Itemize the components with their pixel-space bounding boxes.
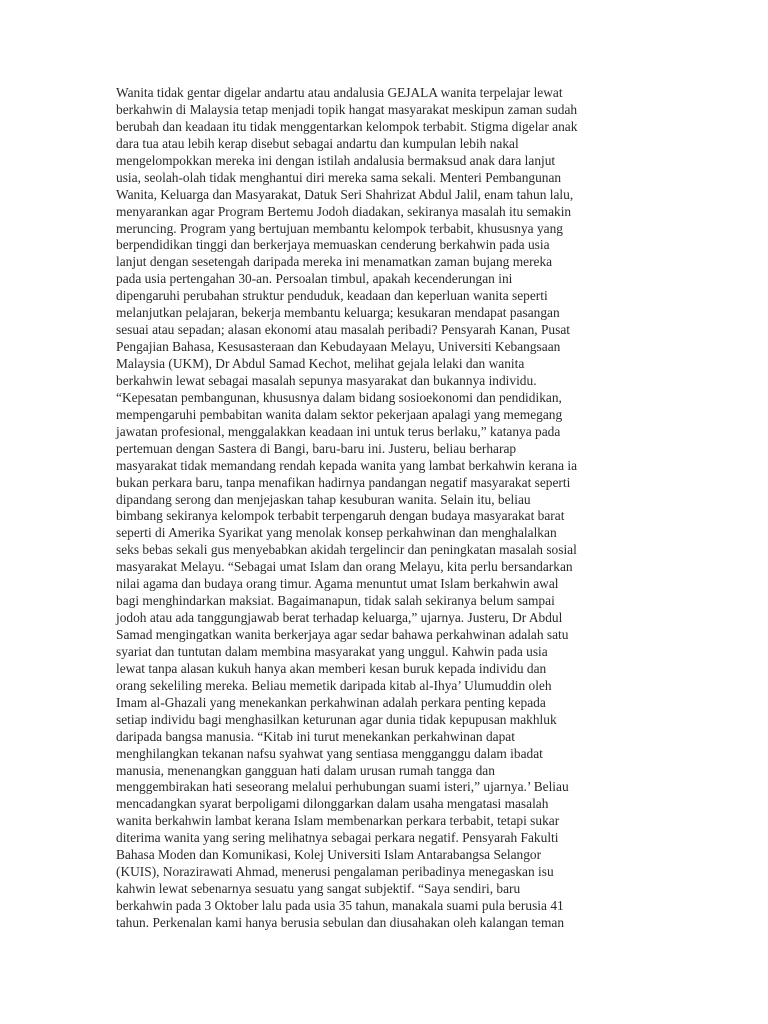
text-line: Wanita tidak gentar digelar andartu atau andalusia GEJALA wanita terpelajar lewat	[116, 85, 563, 100]
text-line: menghilangkan tekanan nafsu syahwat yang sentiasa mengganggu dalam ibadat	[116, 745, 543, 761]
text-line: meruncing. Program yang bertujuan membantu kelompok terbabit, khususnya yang	[116, 220, 563, 236]
text-line: mengelompokkan mereka ini dengan istilah andalusia bermaksud anak dara lanjut	[116, 152, 556, 168]
text-line: mencadangkan syarat berpoligami dilonggarkan dalam usaha mengatasi masalah	[116, 796, 549, 812]
text-line: dipandang serong dan menjejaskan tahap kesuburan wanita. Selain itu, beliau	[116, 491, 531, 507]
text-line: wanita berkahwin lambat kerana Islam membenarkan perkara terbabit, tetapi sukar	[116, 813, 560, 829]
text-line: mempengaruhi pembabitan wanita dalam sektor pekerjaan apalagi yang memegang	[116, 406, 563, 422]
text-line: seks bebas sekali gus menyebabkan akidah tergelincir dan peningkatan masalah sosial	[116, 542, 577, 558]
text-line: berkahwin pada 3 Oktober lalu pada usia 35 tahun, manakala suami pula berusia 41	[116, 898, 564, 913]
text-line: Samad mengingatkan wanita berkerjaya agar sedar bahawa perkahwinan adalah satu	[116, 627, 569, 642]
text-line: pada usia pertengahan 30-an. Persoalan timbul, apakah kecenderungan ini	[116, 271, 513, 287]
text-line: menyarankan agar Program Bertemu Jodoh diadakan, sekiranya masalah itu semakin	[116, 203, 572, 219]
text-line: tahun. Perkenalan kami hanya berusia sebulan dan diusahakan oleh kalangan teman	[116, 914, 565, 930]
text-line: lewat tanpa alasan kukuh hanya akan memberi kesan buruk kepada individu dan	[116, 660, 547, 676]
text-line: orang sekeliling mereka. Beliau memetik daripada kitab al-Ihya’ Ulumuddin oleh	[116, 677, 552, 693]
text-line: Imam al-Ghazali yang menekankan perkahwinan adalah perkara penting kepada	[116, 694, 546, 710]
text-line: sesuai atau sepadan; alasan ekonomi atau masalah peribadi? Pensyarah Kanan, Pusat	[116, 322, 571, 338]
text-line: setiap individu bagi menghasilkan keturunan agar dunia tidak kepupusan makhluk	[116, 711, 557, 727]
text-line: seperti di Amerika Syarikat yang menolak konsep perkahwinan dan menghalalkan	[116, 525, 557, 541]
text-line: syariat dan tuntutan dalam membina masyarakat yang unggul. Kahwin pada usia	[116, 643, 548, 659]
text-line: lanjut dengan sesetengah daripada mereka ini menamatkan zaman bujang mereka	[116, 254, 553, 270]
text-line: berkahwin di Malaysia tetap menjadi topik hangat masyarakat meskipun zaman sudah	[116, 101, 578, 117]
text-line: (KUIS), Norazirawati Ahmad, menerusi pengalaman peribadinya menegaskan isu	[116, 864, 554, 880]
text-line: bimbang sekiranya kelompok terbabit terpengaruh dengan budaya masyarakat barat	[116, 508, 565, 524]
text-line: usia, seolah-olah tidak menghantui diri mereka sama sekali. Menteri Pembangunan	[116, 169, 562, 185]
text-line: jawatan profesional, menggalakkan keadaan ini untuk terus berlaku,” katanya pada	[116, 423, 561, 439]
text-line: Pengajian Bahasa, Kesusasteraan dan Kebudayaan Melayu, Universiti Kebangsaan	[116, 339, 561, 355]
text-line: dipengaruhi perubahan struktur penduduk, keadaan dan keperluan wanita seperti	[116, 288, 548, 304]
text-line: menggembirakan hati seseorang melalui perhubungan suami isteri,” ujarnya.’ Beliau	[116, 779, 569, 795]
text-line: Bahasa Moden dan Komunikasi, Kolej Universiti Islam Antarabangsa Selangor	[116, 847, 542, 863]
text-line: berubah dan keadaan itu tidak menggentarkan kelompok terbabit. Stigma digelar anak	[116, 118, 578, 134]
article-body	[116, 85, 656, 932]
text-line: pertemuan dengan Sastera di Bangi, baru-baru ini. Justeru, beliau berharap	[116, 440, 517, 456]
text-line: bagi menghindarkan maksiat. Bagaimanapun, tidak salah sekiranya belum sampai	[116, 593, 555, 609]
text-line: “Kepesatan pembangunan, khususnya dalam bidang sosioekonomi dan pendidikan,	[116, 389, 562, 405]
text-line: bukan perkara baru, tanpa menafikan hadirnya pandangan negatif masyarakat seperti	[116, 474, 571, 490]
text-line: nilai agama dan budaya orang timur. Agama menuntut umat Islam berkahwin awal	[116, 576, 559, 592]
text-line: masyarakat Melayu. “Sebagai umat Islam dan orang Melayu, kita perlu bersandarkan	[116, 559, 573, 575]
text-line: berkahwin lewat sebagai masalah sepunya masyarakat dan bukannya individu.	[116, 372, 537, 388]
text-line: daripada bangsa manusia. “Kitab ini turut menekankan perkahwinan dapat	[116, 728, 515, 744]
text-line: dara tua atau lebih kerap disebut sebagai andartu dan kumpulan lebih nakal	[116, 135, 519, 151]
text-line: manusia, menenangkan gangguan hati dalam urusan rumah tangga dan	[116, 762, 495, 778]
text-line: kahwin lewat sebenarnya sesuatu yang sangat subjektif. “Saya sendiri, baru	[116, 881, 521, 897]
text-line: jodoh atau ada tanggungjawab berat terhadap keluarga,” ujarnya. Justeru, Dr Abdul	[116, 610, 563, 626]
text-line: diterima wanita yang sering melihatnya sebagai perkara negatif. Pensyarah Fakulti	[116, 830, 559, 846]
text-line: Wanita, Keluarga dan Masyarakat, Datuk Seri Shahrizat Abdul Jalil, enam tahun lalu,	[116, 186, 574, 202]
text-line: berpendidikan tinggi dan berkerjaya memuaskan cenderung berkahwin pada usia	[116, 237, 550, 253]
text-line: masyarakat tidak memandang rendah kepada wanita yang lambat berkahwin kerana ia	[116, 457, 578, 473]
text-line: melanjutkan pelajaran, bekerja membantu keluarga; kesukaran mendapat pasangan	[116, 305, 560, 321]
text-line: Malaysia (UKM), Dr Abdul Samad Kechot, melihat gejala lelaki dan wanita	[116, 356, 525, 371]
